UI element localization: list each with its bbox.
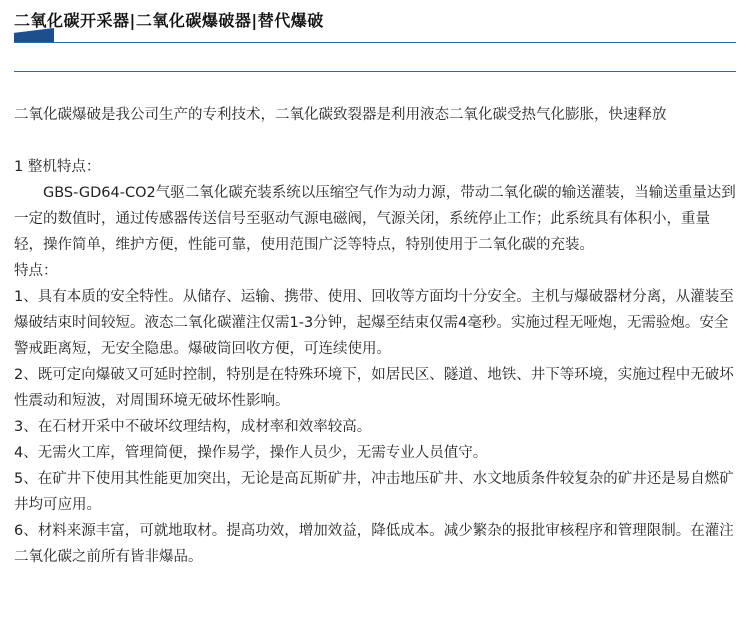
article-body xyxy=(14,102,736,570)
feature-item-3: 3、在石材开采中不破坏纹理结构，成材率和效率较高。 xyxy=(14,419,372,435)
section-body: GBS-GD64-CO2气驱二氧化碳充装系统以压缩空气作为动力源，带动二氧化碳的输送灌装，当输送重量达到一定的数值时，通过传感器传送信号至驱动气源电磁阀，气源关闭，系统停止工作；此系统具有体积小，重量轻，操作简单，维护方便，性能可靠，使用范围广泛等特点，特别使用于二氧化碳的充装。 xyxy=(14,185,736,253)
feature-item-4: 4、无需火工库，管理简便，操作易学，操作人员少，无需专业人员值守。 xyxy=(14,445,488,461)
page-title: 二氧化碳开采器|二氧化碳爆破器|替代爆破 xyxy=(14,11,324,30)
section-heading: 1 整机特点： xyxy=(14,159,101,175)
features-heading: 特点： xyxy=(14,263,58,279)
divider xyxy=(14,71,736,72)
feature-item-1: 1、具有本质的安全特性。从储存、运输、携带、使用、回收等方面均十分安全。主机与爆破器材分离，从灌装至爆破结束时间较短。液态二氧化碳灌注仅需1-3分钟，起爆至结束仅需4毫秒。实施过程无哑炮，无需验炮。安全警戒距离短，无安全隐患。爆破筒回收方便，可连续使用。 xyxy=(14,289,734,357)
feature-item-2: 2、既可定向爆破又可延时控制，特别是在特殊环境下，如居民区、隧道、地铁、井下等环境，实施过程中无破坏性震动和短波，对周围环境无破坏性影响。 xyxy=(14,367,734,409)
feature-item-5: 5、在矿井下使用其性能更加突出，无论是高瓦斯矿井，冲击地压矿井、水文地质条件较复杂的矿井还是易自燃矿井均可应用。 xyxy=(14,471,734,513)
intro-paragraph: 二氧化碳爆破是我公司生产的专利技术，二氧化碳致裂器是利用液态二氧化碳受热气化膨胀，快速释放 xyxy=(14,107,667,123)
spacer xyxy=(14,128,736,154)
title-bar xyxy=(14,6,736,43)
feature-item-6: 6、材料来源丰富，可就地取材。提高功效，增加效益，降低成本。减少繁杂的报批审核程序和管理限制。在灌注二氧化碳之前所有皆非爆品。 xyxy=(14,523,734,565)
